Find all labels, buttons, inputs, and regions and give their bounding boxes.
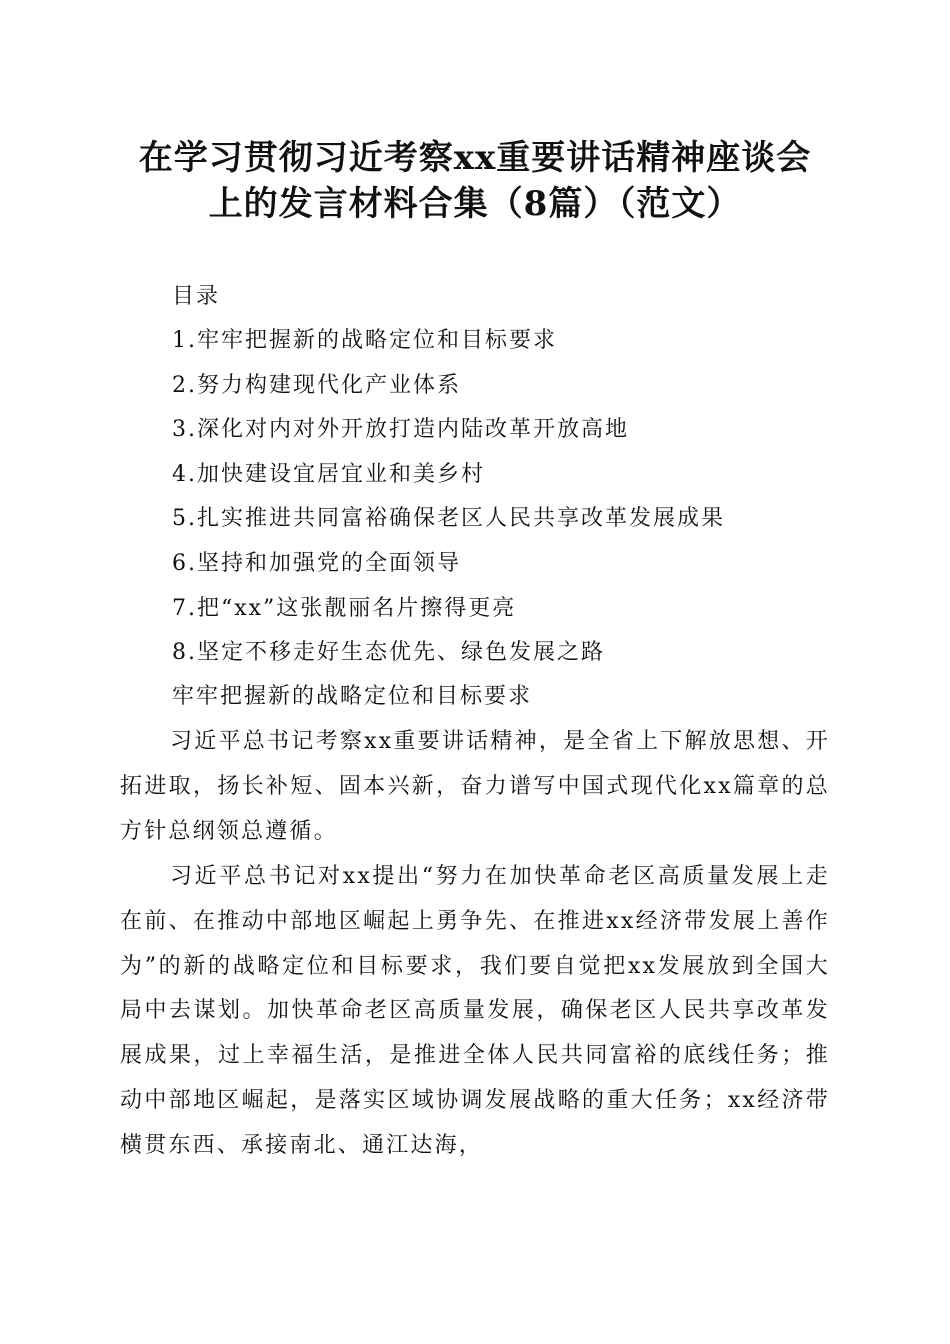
body-paragraph: 习近平总书记对xx提出“努力在加快革命老区高质量发展上走在前、在推动中部地区崛起上勇争先、在推进xx经济带发展上善作为”的新的战略定位和目标要求，我们要自觉把xx发展放到全国大局中去谋划。加快革命老区高质量发展，确保老区人民共享改革发展成果，过上幸福生活，是推进全体人民共同富裕的底线任务；推动中部地区崛起，是落实区域协调发展战略的重大任务；xx经济带横贯东西、承接南北、通江达海， [120,864,830,1158]
title-line-1: 在学习贯彻习近考察xx重要讲话精神座谈会 [138,138,812,178]
title-line-2: 上的发言材料合集（8篇）（范文） [208,184,742,224]
toc-item: 6.坚持和加强党的全面领导 [172,550,461,576]
section-heading: 牢牢把握新的战略定位和目标要求 [172,684,533,709]
toc-item: 3.深化对内对外开放打造内陆改革开放高地 [172,417,629,443]
document-title [100,135,850,227]
toc-item: 5.扎实推进共同富裕确保老区人民共享改革发展成果 [172,506,725,532]
toc-label: 目录 [172,284,221,309]
table-of-contents [172,326,725,683]
toc-item: 4.加快建设宜居宜业和美乡村 [172,461,485,487]
body-paragraph: 习近平总书记考察xx重要讲话精神，是全省上下解放思想、开拓进取，扬长补短、固本兴新，奋力谱写中国式现代化xx篇章的总方针总纲领总遵循。 [120,729,830,844]
toc-item: 2.努力构建现代化产业体系 [172,372,461,398]
toc-item: 1.牢牢把握新的战略定位和目标要求 [172,328,557,353]
toc-item: 7.把“xx”这张靓丽名片擦得更亮 [172,595,517,621]
toc-item: 8.坚定不移走好生态优先、绿色发展之路 [172,640,605,666]
